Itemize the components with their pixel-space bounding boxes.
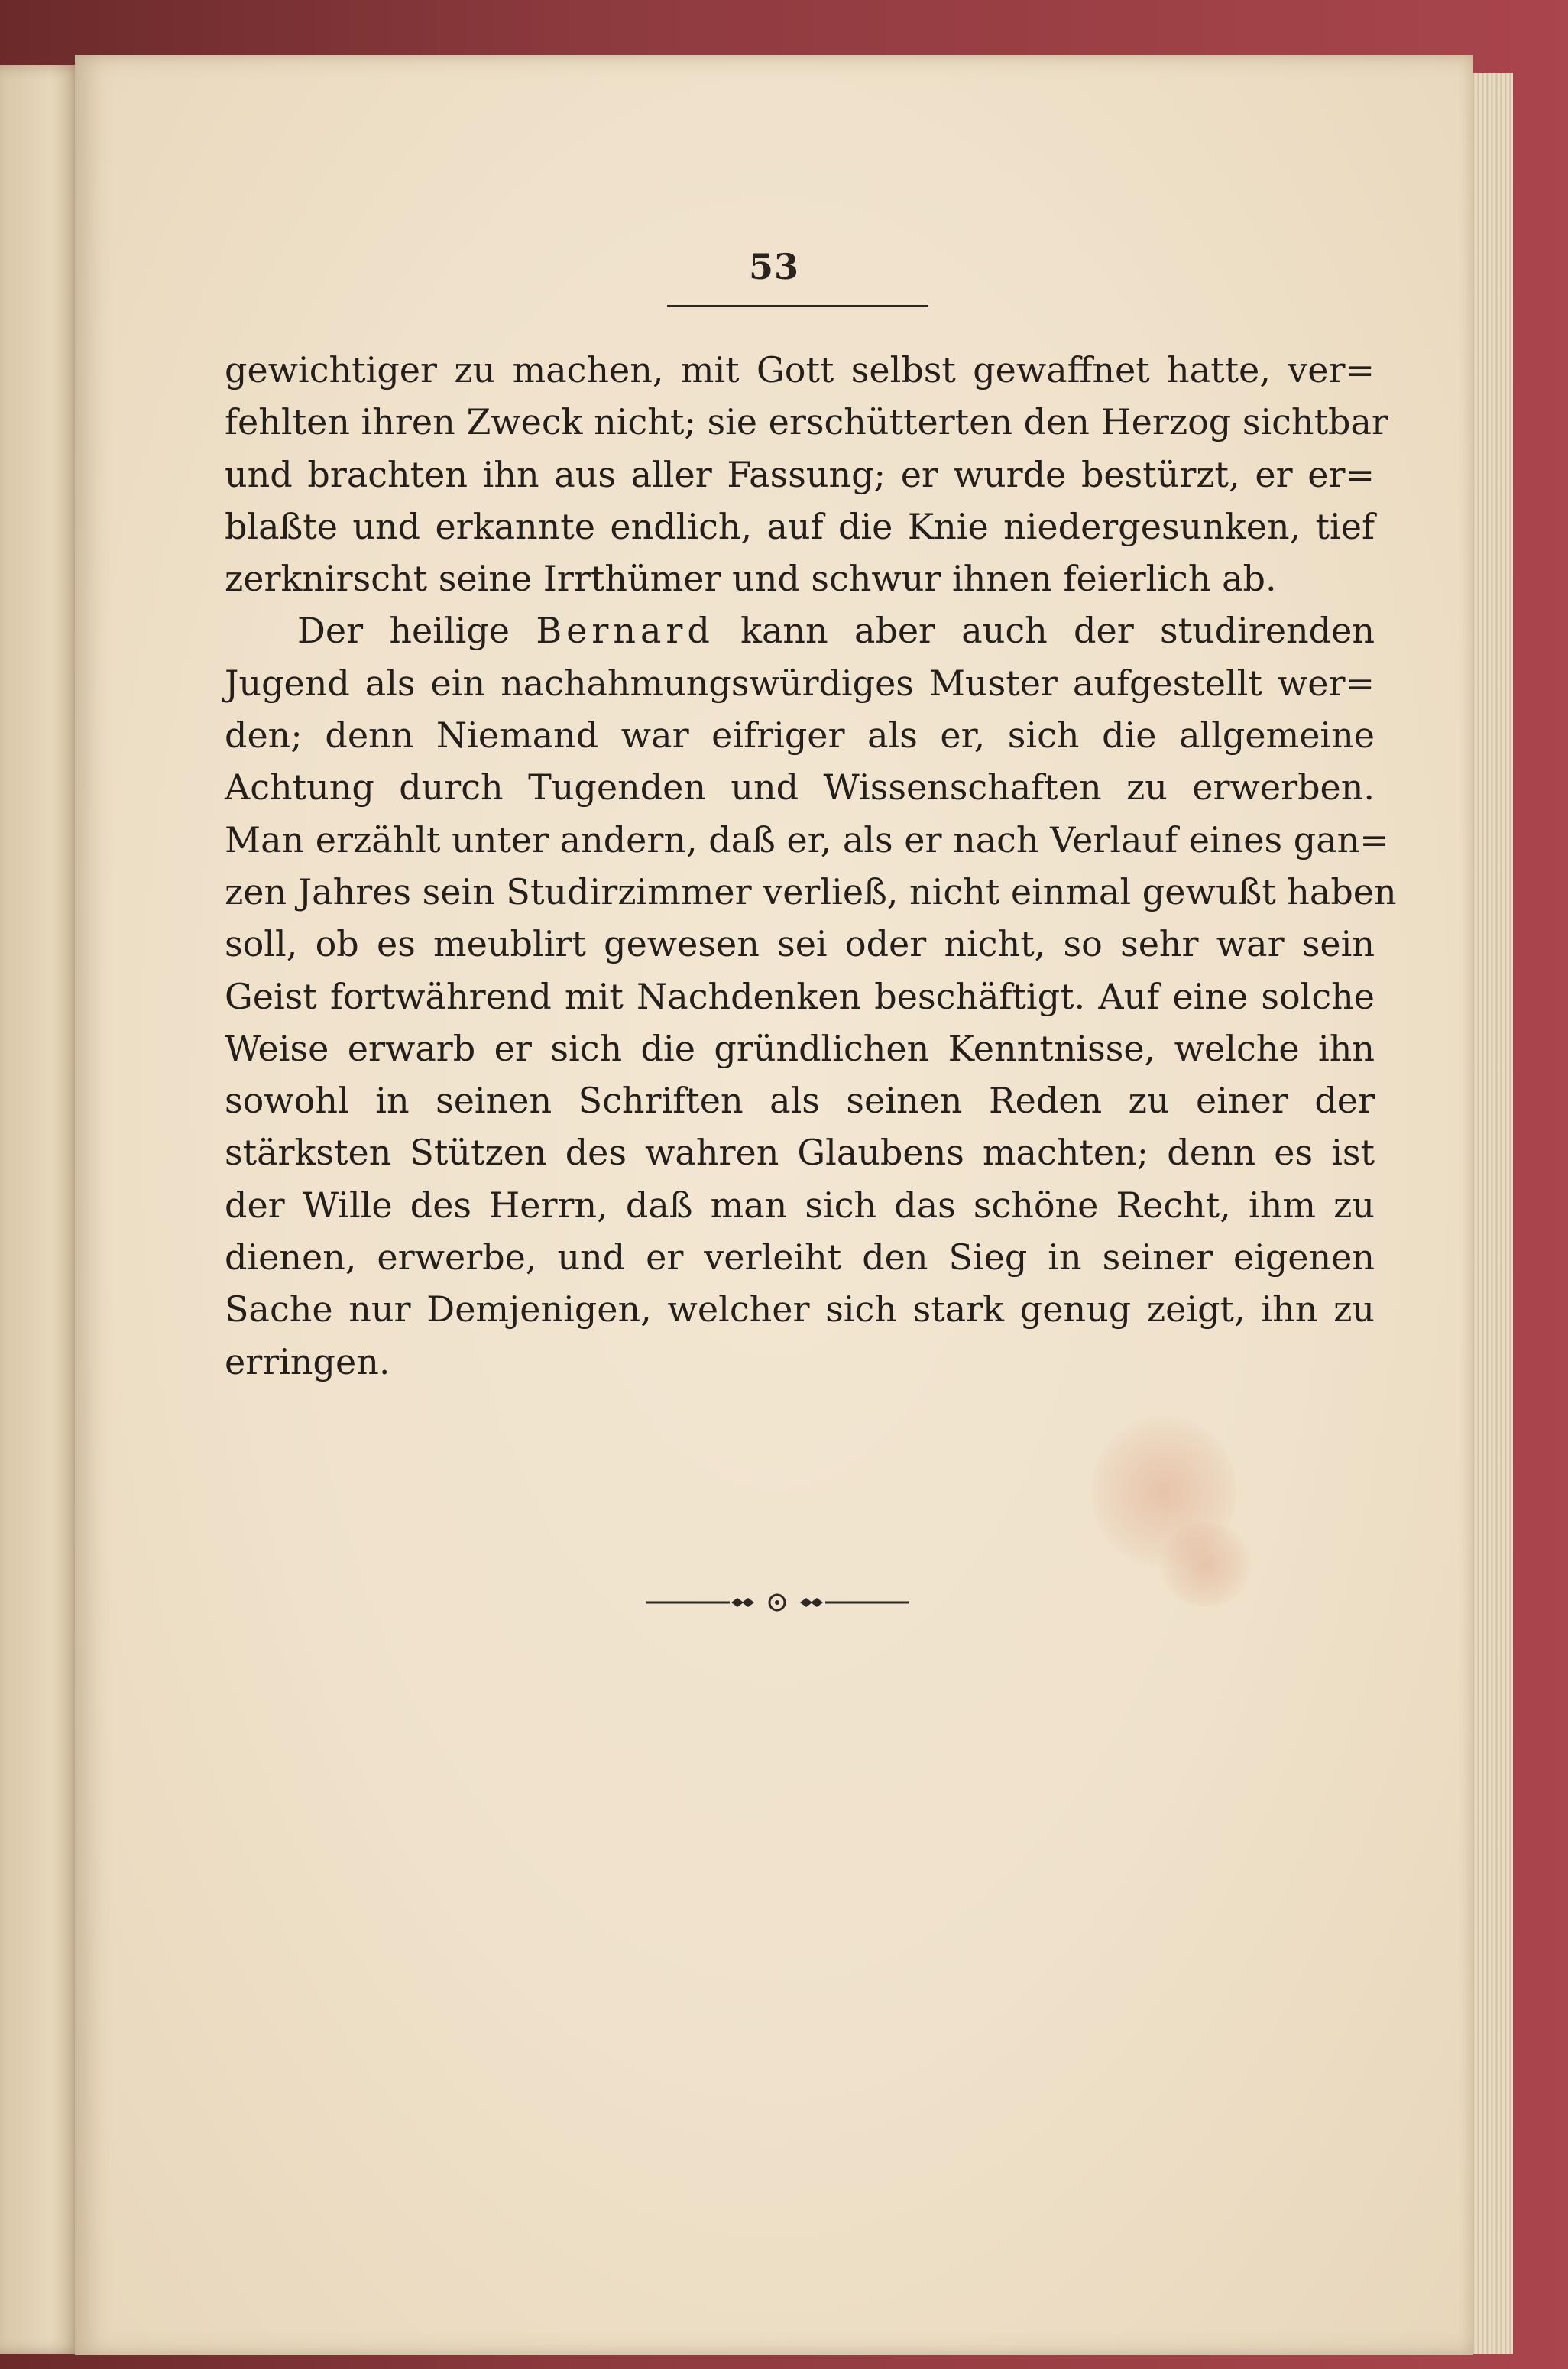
text-line: blaßte und erkannte endlich, auf die Knie niedergesunken, tief: [225, 505, 1375, 547]
text-line: fehlten ihren Zweck nicht; sie erschütterten den Herzog sichtbar: [225, 401, 1388, 443]
text-line: zen Jahres sein Studirzimmer verließ, nicht einmal gewußt haben: [225, 870, 1397, 912]
left-page-edge: [0, 65, 84, 2354]
ornament-divider-icon: [646, 1587, 909, 1618]
text-line: zerknirscht seine Irrthümer und schwur ihnen feierlich ab.: [225, 558, 1277, 600]
text-line: dienen, erwerbe, und er verleiht den Sieg in seiner eigenen: [225, 1236, 1375, 1278]
text-line: stärksten Stützen des wahren Glaubens machten; denn es ist: [225, 1132, 1375, 1174]
text-line: Achtung durch Tugenden und Wissenschaften zu erwerben.: [225, 766, 1375, 809]
text-span: Der heilige: [297, 610, 536, 652]
paragraph-2: [225, 604, 1397, 1387]
text-line: Geist fortwährend mit Nachdenken beschäftigt. Auf eine solche: [225, 975, 1375, 1017]
text-line: sowohl in seinen Schriften als seinen Reden zu einer der: [225, 1080, 1375, 1122]
text-line: soll, ob es meublirt gewesen sei oder nicht, so sehr war sein: [225, 923, 1375, 965]
page-number: 53: [748, 246, 799, 287]
body-text: [225, 344, 1397, 1388]
text-line: Sache nur Demjenigen, welcher sich stark genug zeigt, ihn zu: [225, 1288, 1375, 1330]
name-bernard: Bernard: [536, 610, 714, 652]
text-line: Weise erwarb er sich die gründlichen Kenntnisse, welche ihn: [225, 1027, 1375, 1069]
page-header: [75, 246, 1473, 287]
text-line: und brachten ihn aus aller Fassung; er wurde bestürzt, er er=: [225, 453, 1375, 495]
text-line: den; denn Niemand war eifriger als er, sich die allgemeine: [225, 715, 1375, 757]
paragraph-1: [225, 344, 1388, 604]
text-line: Man erzählt unter andern, daß er, als er nach Verlauf eines gan=: [225, 818, 1389, 860]
text-line-first: [225, 604, 1375, 656]
text-line: Jugend als ein nachahmungswürdiges Muster aufgestellt wer=: [225, 662, 1375, 704]
book-page: [75, 55, 1473, 2355]
header-rule: [667, 305, 928, 307]
text-line: gewichtiger zu machen, mit Gott selbst gewaffnet hatte, ver=: [225, 349, 1375, 391]
text-line: erringen.: [225, 1340, 390, 1382]
text-line: der Wille des Herrn, daß man sich das schöne Recht, ihm zu: [225, 1184, 1375, 1226]
text-span: kann aber auch der studirenden: [714, 610, 1375, 652]
foxing-stain: [1160, 1522, 1252, 1606]
